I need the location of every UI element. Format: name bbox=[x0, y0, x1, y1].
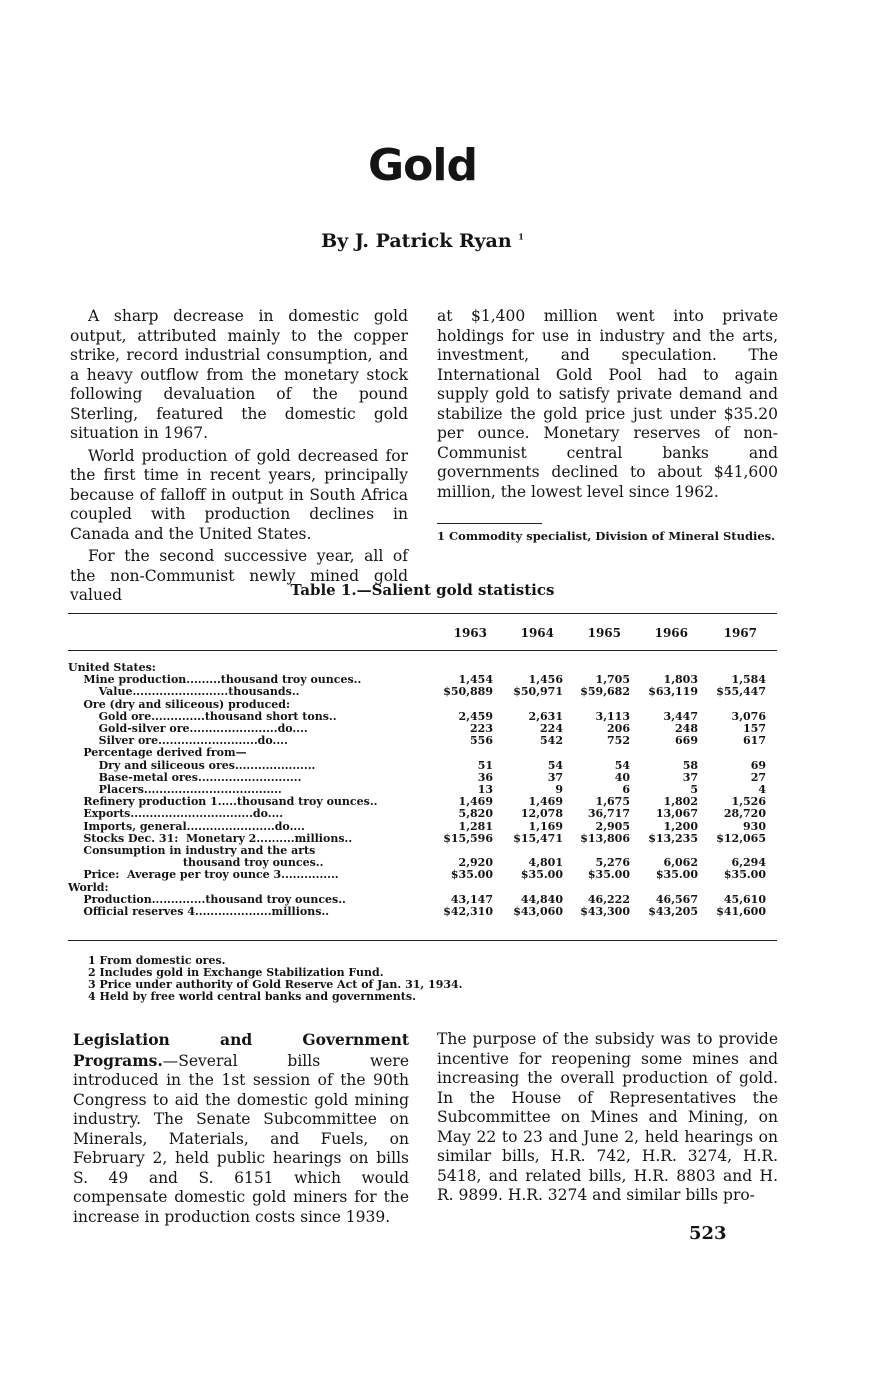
cell-value: $35.00 bbox=[450, 868, 493, 882]
cell-value: 3,113 bbox=[595, 709, 630, 723]
cell-value: $50,889 bbox=[443, 685, 493, 699]
cell-value: 13 bbox=[477, 783, 493, 796]
table-row bbox=[68, 760, 777, 772]
cell-value: 1,584 bbox=[731, 673, 766, 687]
row-label: Stocks Dec. 31: Monetary 2..........millions.. bbox=[68, 831, 353, 845]
cell-value: 54 bbox=[547, 758, 563, 772]
cell-value: 1,705 bbox=[595, 673, 630, 687]
cell-value: 1,803 bbox=[663, 673, 698, 687]
table-row bbox=[68, 772, 777, 784]
table-footnote: 2 Includes gold in Exchange Stabilization Fund. bbox=[88, 966, 384, 979]
cell-value: 4,801 bbox=[528, 856, 563, 870]
cell-value: $35.00 bbox=[587, 868, 630, 882]
row-label: Gold-silver ore.......................do.... bbox=[68, 722, 308, 735]
cell-value: 44,840 bbox=[520, 892, 563, 906]
cell-value: 6,294 bbox=[731, 856, 766, 870]
cell-value: 617 bbox=[743, 734, 766, 748]
cell-value: 9 bbox=[555, 783, 563, 796]
cell-value: 13,067 bbox=[655, 807, 698, 821]
table-caption: Table 1.—Salient gold statistics bbox=[290, 581, 555, 599]
row-label: Production..............thousand troy ounces.. bbox=[68, 892, 346, 906]
row-label: Official reserves 4....................millions.. bbox=[68, 905, 330, 918]
table-row bbox=[68, 674, 777, 686]
row-label: Refinery production 1.....thousand troy ounces.. bbox=[68, 795, 378, 809]
table-row bbox=[68, 686, 777, 698]
footnote-rule bbox=[437, 523, 542, 524]
page-title: Gold bbox=[368, 140, 477, 191]
cell-value: $35.00 bbox=[520, 868, 563, 882]
cell-value: 2,459 bbox=[458, 709, 493, 723]
cell-value: $43,300 bbox=[580, 905, 630, 918]
cell-value: 27 bbox=[750, 770, 766, 784]
cell-value: 157 bbox=[743, 722, 766, 735]
intro-column-right bbox=[437, 307, 778, 502]
cell-value: 1,675 bbox=[595, 795, 630, 809]
table-row bbox=[68, 808, 777, 820]
cell-value: 2,905 bbox=[595, 819, 630, 833]
cell-value: 3,076 bbox=[731, 709, 766, 723]
cell-value: 28,720 bbox=[723, 807, 766, 821]
cell-value: $59,682 bbox=[580, 685, 630, 699]
cell-value: $63,119 bbox=[648, 685, 698, 699]
table-rule-top bbox=[68, 613, 777, 614]
cell-value: 2,920 bbox=[458, 856, 493, 870]
row-label: Silver ore..........................do.... bbox=[68, 734, 288, 748]
cell-value: 5,276 bbox=[595, 856, 630, 870]
row-label: Dry and siliceous ores..................... bbox=[68, 758, 316, 772]
section-column-right bbox=[437, 1030, 778, 1206]
table-row bbox=[68, 869, 777, 881]
cell-value: 6,062 bbox=[663, 856, 698, 870]
cell-value: $35.00 bbox=[723, 868, 766, 882]
intro-paragraph: World production of gold decreased for the first time in recent years, principally because of falloff in output in South Africa coupled with production declines in Canada and the United States. bbox=[70, 446, 408, 543]
table-row bbox=[68, 784, 777, 796]
cell-value: 40 bbox=[614, 770, 630, 784]
cell-value: 12,078 bbox=[520, 807, 563, 821]
cell-value: 5,820 bbox=[458, 807, 493, 821]
table-footnotes bbox=[88, 955, 463, 1003]
row-label: Imports, general.......................do.... bbox=[68, 819, 305, 833]
row-label: Gold ore..............thousand short tons.. bbox=[68, 709, 337, 723]
section-paragraph: —Several bills were introduced in the 1st session of the 90th Congress to aid the domestic gold mining industry. The Senate Subcommittee on Minerals, Materials, and Fuels, on February 2, held public hearings on bills S. 49 and S. 6151 which would compensate domestic gold miners for the increase in production costs since 1939. bbox=[73, 1051, 409, 1226]
cell-value: 4 bbox=[758, 783, 766, 796]
row-label: thousand troy ounces.. bbox=[68, 856, 324, 870]
row-label: United States: bbox=[68, 661, 156, 674]
row-label: Mine production.........thousand troy ounces.. bbox=[68, 673, 362, 687]
intro-paragraph: at $1,400 million went into private holdings for use in industry and the arts, investment, and speculation. The International Gold Pool had to again supply gold to satisfy private demand and stabilize the gold price just under $35.20 per ounce. Monetary reserves of non-Communist central banks and governments declined to about $41,600 million, the lowest level since 1962. bbox=[437, 307, 778, 501]
cell-value: 3,447 bbox=[663, 709, 698, 723]
cell-value: $55,447 bbox=[716, 685, 766, 699]
table-row bbox=[68, 711, 777, 723]
cell-value: 224 bbox=[540, 722, 563, 735]
year-header: 1964 bbox=[520, 626, 554, 640]
year-header: 1965 bbox=[587, 626, 621, 640]
row-label: Placers.................................... bbox=[68, 783, 282, 796]
cell-value: $15,471 bbox=[513, 831, 563, 845]
row-label: Percentage derived from— bbox=[68, 746, 247, 760]
intro-column-left bbox=[70, 307, 408, 606]
cell-value: 223 bbox=[470, 722, 493, 735]
table-rule-header bbox=[68, 650, 777, 651]
cell-value: $35.00 bbox=[655, 868, 698, 882]
author-footnote: 1 Commodity specialist, Division of Mineral Studies. bbox=[437, 529, 776, 543]
cell-value: 752 bbox=[607, 734, 630, 748]
table-footnote: 1 From domestic ores. bbox=[88, 954, 226, 967]
row-label: Consumption in industry and the arts bbox=[68, 844, 316, 857]
row-label: Ore (dry and siliceous) produced: bbox=[68, 697, 291, 711]
byline bbox=[0, 230, 845, 252]
cell-value: 542 bbox=[540, 734, 563, 748]
section-column-left bbox=[73, 1030, 409, 1227]
cell-value: 1,526 bbox=[731, 795, 766, 809]
cell-value: $50,971 bbox=[513, 685, 563, 699]
table-rule-bottom bbox=[68, 940, 777, 941]
cell-value: 36,717 bbox=[587, 807, 630, 821]
cell-value: 1,454 bbox=[458, 673, 493, 687]
cell-value: 1,281 bbox=[458, 819, 493, 833]
cell-value: 69 bbox=[750, 758, 766, 772]
cell-value: 6 bbox=[622, 783, 630, 796]
year-header: 1963 bbox=[453, 626, 487, 640]
table-row bbox=[68, 882, 777, 894]
cell-value: 248 bbox=[675, 722, 698, 735]
year-header: 1967 bbox=[723, 626, 757, 640]
cell-value: 46,222 bbox=[587, 892, 630, 906]
byline-footnote-marker: 1 bbox=[518, 231, 524, 242]
row-label: World: bbox=[68, 880, 109, 894]
cell-value: 206 bbox=[607, 722, 630, 735]
table-row bbox=[68, 662, 777, 674]
table-row bbox=[68, 833, 777, 845]
row-label: Base-metal ores........................... bbox=[68, 770, 302, 784]
section-paragraph: The purpose of the subsidy was to provide incentive for reopening some mines and increasing the overall production of gold. In the House of Representatives the Subcommittee on Mines and Mining, on May 22 to 23 and June 2, held hearings on similar bills, H.R. 742, H.R. 3274, H.R. 5418, and related bills, H.R. 8803 and H. R. 9899. H.R. 3274 and similar bills pro- bbox=[437, 1030, 778, 1204]
cell-value: 45,610 bbox=[723, 892, 766, 906]
table-footnote: 3 Price under authority of Gold Reserve Act of Jan. 31, 1934. bbox=[88, 978, 463, 991]
row-label: Price: Average per troy ounce 3............... bbox=[68, 868, 339, 882]
table-row bbox=[68, 906, 777, 918]
cell-value: 58 bbox=[682, 758, 698, 772]
intro-paragraph: For the second successive year, all of the non-Communist newly mined gold valued bbox=[70, 547, 408, 604]
table-row bbox=[68, 747, 777, 759]
cell-value: 1,456 bbox=[528, 673, 563, 687]
cell-value: 46,567 bbox=[655, 892, 698, 906]
cell-value: 37 bbox=[547, 770, 563, 784]
intro-paragraph: A sharp decrease in domestic gold output, attributed mainly to the copper strike, record industrial consumption, and a heavy outflow from the monetary stock following devaluation of the pound Sterling, featured the domestic gold situation in 1967. bbox=[70, 307, 408, 442]
table-row bbox=[68, 796, 777, 808]
cell-value: 1,169 bbox=[528, 819, 563, 833]
page-number: 523 bbox=[689, 1223, 727, 1244]
cell-value: 556 bbox=[470, 734, 493, 748]
cell-value: $43,060 bbox=[513, 905, 563, 918]
cell-value: $42,310 bbox=[443, 905, 493, 918]
table-row bbox=[68, 699, 777, 711]
cell-value: $41,600 bbox=[716, 905, 766, 918]
cell-value: 43,147 bbox=[450, 892, 493, 906]
cell-value: 37 bbox=[682, 770, 698, 784]
cell-value: 1,200 bbox=[663, 819, 698, 833]
row-label: Exports................................do.... bbox=[68, 807, 284, 821]
table-row bbox=[68, 735, 777, 747]
table-row bbox=[68, 894, 777, 906]
cell-value: 36 bbox=[477, 770, 493, 784]
cell-value: 1,469 bbox=[528, 795, 563, 809]
cell-value: 5 bbox=[690, 783, 698, 796]
year-header: 1966 bbox=[654, 626, 688, 640]
cell-value: $13,806 bbox=[580, 831, 630, 845]
cell-value: 930 bbox=[743, 819, 766, 833]
cell-value: 54 bbox=[614, 758, 630, 772]
table-row bbox=[68, 723, 777, 735]
cell-value: 2,631 bbox=[528, 709, 563, 723]
cell-value: 1,802 bbox=[663, 795, 698, 809]
cell-value: 669 bbox=[675, 734, 698, 748]
row-label: Value.........................thousands.. bbox=[68, 685, 300, 699]
table-row bbox=[68, 857, 777, 869]
table-row bbox=[68, 845, 777, 857]
cell-value: $43,205 bbox=[648, 905, 698, 918]
table-footnote: 4 Held by free world central banks and governments. bbox=[88, 990, 416, 1003]
cell-value: $15,596 bbox=[443, 831, 493, 845]
table-row bbox=[68, 821, 777, 833]
cell-value: $13,235 bbox=[648, 831, 698, 845]
author-name: By J. Patrick Ryan bbox=[321, 230, 512, 252]
cell-value: 51 bbox=[477, 758, 493, 772]
cell-value: 1,469 bbox=[458, 795, 493, 809]
section-heading: Legislation and Government Programs. bbox=[73, 1030, 409, 1070]
cell-value: $12,065 bbox=[716, 831, 766, 845]
